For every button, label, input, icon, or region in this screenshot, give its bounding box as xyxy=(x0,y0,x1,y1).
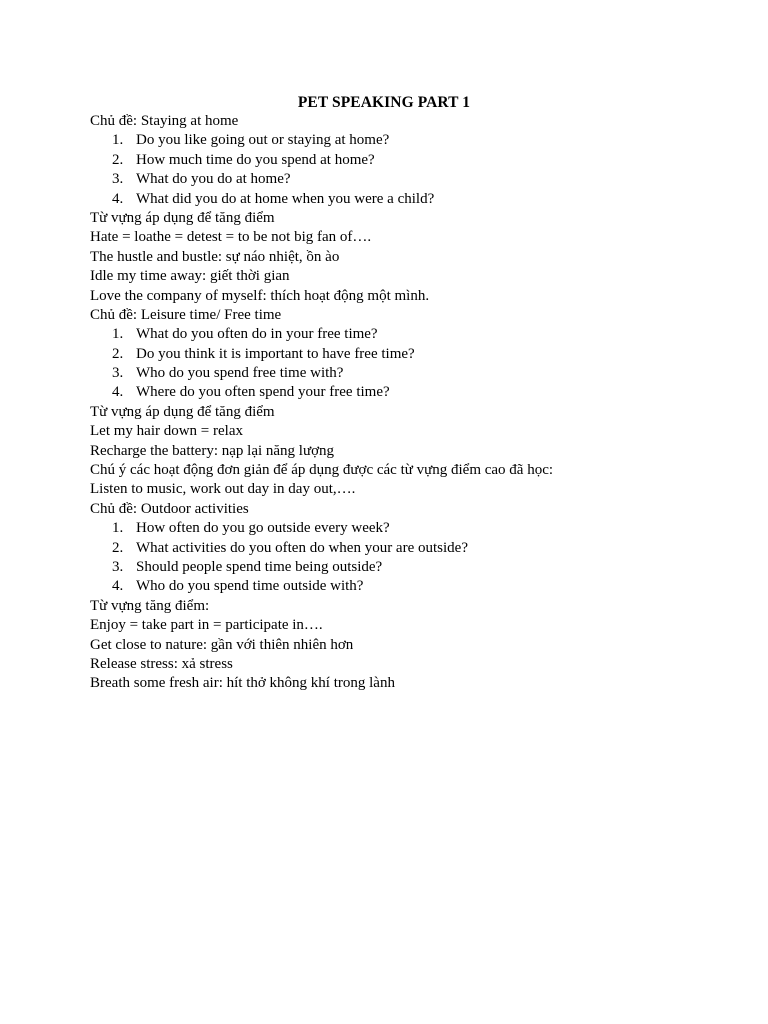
vocab-line: Idle my time away: giết thời gian xyxy=(90,268,290,285)
question-item xyxy=(90,577,730,596)
question-item xyxy=(90,345,730,364)
vocab-line: Recharge the battery: nạp lại năng lượng xyxy=(90,442,335,459)
vocab-line: Release stress: xả stress xyxy=(90,655,233,672)
question-number: 3. xyxy=(112,171,124,188)
question-number: 4. xyxy=(112,190,124,207)
question-item xyxy=(90,364,730,383)
question-list xyxy=(90,325,730,403)
question-item xyxy=(90,325,730,344)
question-text: Should people spend time being outside? xyxy=(136,558,383,575)
question-text: What do you do at home? xyxy=(136,171,291,188)
question-number: 1. xyxy=(112,520,124,537)
question-number: 2. xyxy=(112,151,124,168)
question-text: Do you think it is important to have free time? xyxy=(136,345,415,362)
question-item xyxy=(90,190,730,209)
question-number: 4. xyxy=(112,578,124,595)
vocab-heading: Từ vựng áp dụng để tăng điểm xyxy=(90,209,275,226)
topic-heading: Chủ đề: Staying at home xyxy=(90,113,239,129)
question-list xyxy=(90,519,730,597)
question-number: 1. xyxy=(112,132,124,149)
question-item xyxy=(90,151,730,170)
topic-heading: Chủ đề: Outdoor activities xyxy=(90,500,249,517)
vocab-heading: Từ vựng áp dụng để tăng điểm xyxy=(90,403,275,420)
vocab-heading: Từ vựng tăng điểm: xyxy=(90,597,210,614)
question-item xyxy=(90,170,730,189)
question-item xyxy=(90,383,730,402)
vocab-line: Love the company of myself: thích hoạt động một mình. xyxy=(90,287,430,304)
question-item xyxy=(90,131,730,150)
question-list xyxy=(90,131,730,209)
question-item xyxy=(90,558,730,577)
question-text: Who do you spend free time with? xyxy=(136,365,344,382)
question-number: 2. xyxy=(112,539,124,556)
vocab-line: The hustle and bustle: sự náo nhiệt, ồn ào xyxy=(90,248,340,265)
question-text: How often do you go outside every week? xyxy=(136,520,390,537)
question-text: Where do you often spend your free time? xyxy=(136,384,390,401)
question-number: 3. xyxy=(112,558,124,575)
question-text: Do you like going out or staying at home? xyxy=(136,132,390,149)
question-text: What activities do you often do when your are outside? xyxy=(136,539,468,556)
vocab-line: Hate = loathe = detest = to be not big fan of…. xyxy=(90,229,372,246)
vocab-line: Listen to music, work out day in day out,…. xyxy=(90,481,356,498)
vocab-line: Chú ý các hoạt động đơn giản để áp dụng được các từ vựng điểm cao đã học: xyxy=(90,462,554,479)
document-body xyxy=(90,112,730,694)
vocab-line: Get close to nature: gần với thiên nhiên hơn xyxy=(90,636,354,653)
question-number: 3. xyxy=(112,365,124,382)
question-text: What do you often do in your free time? xyxy=(136,326,378,343)
question-number: 4. xyxy=(112,384,124,401)
question-item xyxy=(90,539,730,558)
vocab-line: Breath some fresh air: hít thở không khí trong lành xyxy=(90,675,395,692)
question-number: 1. xyxy=(112,326,124,343)
vocab-line: Let my hair down = relax xyxy=(90,423,243,440)
question-text: How much time do you spend at home? xyxy=(136,151,375,168)
question-text: What did you do at home when you were a child? xyxy=(136,190,435,207)
question-number: 2. xyxy=(112,345,124,362)
page-title: PET SPEAKING PART 1 xyxy=(297,94,471,111)
vocab-line: Enjoy = take part in = participate in…. xyxy=(90,617,323,634)
question-item xyxy=(90,519,730,538)
question-text: Who do you spend time outside with? xyxy=(136,578,364,595)
topic-heading: Chủ đề: Leisure time/ Free time xyxy=(90,306,282,323)
